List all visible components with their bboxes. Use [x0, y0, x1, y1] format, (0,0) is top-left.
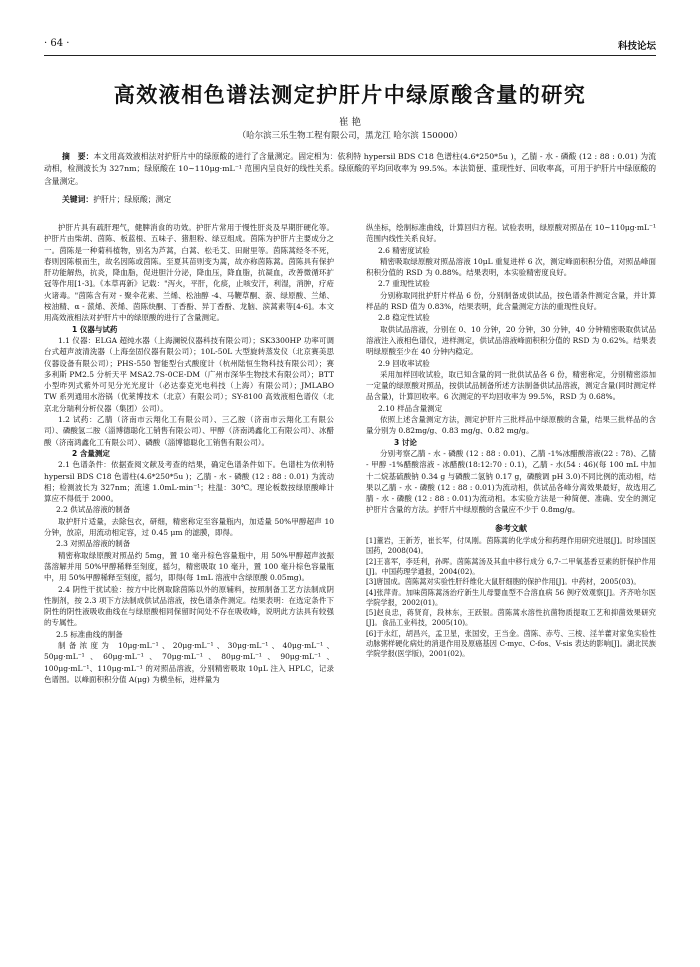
paragraph: 采用加样回收试验，取已知含量的同一批供试品各 6 份，精密称定，分别精密添加一定量的绿原酸对照品，按供试品制备所述方法制备供试品溶液，测定含量(同时测定样品含量)，计算回收率。6 次测定的平均回收率为 99.5%，RSD 为 0.68%。: [366, 369, 656, 402]
subsection-heading: 2.2 供试品溶液的制备: [56, 505, 131, 515]
paragraph: 依照上述含量测定方法，测定护肝片三批样品中绿原酸的含量，结果三批样品的含量分别为 0.82mg/g、0.83 mg/g、0.82 mg/g。: [366, 415, 656, 436]
section-heading: 3 讨论: [394, 437, 417, 447]
paragraph: 分别考察乙腈 - 水 - 磷酸 (12 : 88 : 0.01)、乙腈 -1%冰醋酸溶液(22 : 78)、乙腈 - 甲醇 -1%醋酸溶液 - 冰醋酸(18:12:70 : 0.1)，乙腈 - 水(54 : 46)(每 100 mL 中加十二烷基硫酸钠 0.34 g 与磷酸二氢钠 0.17 g，磷酸调 pH 3.0)不同比例的流动相，结果以乙腈 - 水 - 磷酸 (12 : 88 : 0.01)为流动相，供试品各峰分离效果最好，故选用乙腈 - 水 - 磷酸 (12 : 88 : 0.01)为流动相。本实验方法是一种简便、准确、安全的测定护肝片含量的方法。护肝片中绿原酸的含量应不少于 0.8mg/g。: [366, 448, 656, 515]
paragraph: 制备浓度为 10μg·mL⁻¹、20μg·mL⁻¹、30μg·mL⁻¹、40μg·mL⁻¹、50μg·mL⁻¹、60μg·mL⁻¹、70μg·mL⁻¹、80μg·mL⁻¹、90μg·mL⁻¹、100μg·mL⁻¹、110μg·mL⁻¹ 的对照品溶液，分别精密吸取 10μL 注入 HPLC，记录色谱图。以峰面积积分值 A(μg) 为横坐标，进样量为: [44, 640, 334, 684]
subsection-heading: 2.5 标准曲线的制备: [56, 629, 123, 639]
paragraph: 2.4 阴性干扰试验：按方中比例取除茵陈以外的原辅料，按照制备工艺方法制成阴性制剂，按 2.3 项下方法制成供试品溶液，按色谱条件测定。结果表明：在选定条件下阴性的阴性液吸收曲线在与绿原酸相同保留时间处不存在吸收峰，说明此方法具有较强的专属性。: [44, 584, 334, 628]
reference-item: [6]于永红，胡昌兴，孟卫星，张国安，王当金。茵陈、赤芍、三棱、淫羊藿对家兔实验性动脉粥样硬化病灶的消退作用及原癌基因 C-myc、C-fos、V-sis 表达的影响[J]。湖北民族学院学报(医学版)，2001(02)。: [366, 628, 656, 659]
keywords-label: 关键词：: [62, 195, 94, 204]
subsection-heading: 2.7 重现性试验: [378, 279, 430, 289]
article-title: 高效液相色谱法测定护肝片中绿原酸含量的研究: [113, 83, 587, 107]
intro-paragraph: 护肝片具有疏肝理气，健脾消食的功效。护肝片常用于慢性肝炎及早期肝硬化等。护肝片由柴胡、茵陈、板蓝根、五味子、猪胆粉、绿豆组成。茵陈为护肝片主要成分之一。茵陈是一种菊科植物，别名为芦蒿，白蒿、松毛艾、田耐里等。茵陈蒿经冬不死，春则因陈根而生，故名因陈或茵陈。至夏其苗则变为蒿，故亦称茵陈蒿。茵陈具有保护肝功能解热，抗炎，降血脂，促进胆汁分泌，降血压，降血脂，抗凝血，改善微循环扩冠等作用[1-3]。《本草再新》记载："泻火，平肝，化痰，止咳安汗，利湿，消肿，疗疮火诸毒。"茵陈含有对 - 聚伞花素、兰烯、松油醇 -4、马鞭草酮、萘、绿原酸、兰烯、桉油精、α - 蒎烯、茨烯、茵陈炔酮、丁香酚、异丁香酚、龙脑、滨蒿素等[4-6]。本文用高效液相法对护肝片中的绿原酸的进行了含量测定。: [44, 223, 334, 323]
abstract: [44, 151, 656, 188]
paragraph: 1.2 试药：乙腈（济南市云翔化工有限公司）、三乙胺（济南市云翔化工有限公司）、磷酸氢二胺（淄博德聪化工销售有限公司）、甲醇（济南鸿鑫化工有限公司）、冰醋酸（济南鸿鑫化工有限公司）、磷酸（淄博德聪化工销售有限公司）。: [44, 415, 334, 447]
paragraph: 纵坐标，绘制标准曲线，计算回归方程。试验表明，绿原酸对照品在 10~110μg·mL⁻¹ 范围内线性关系良好。: [366, 223, 656, 244]
paragraph: 精密称取绿原酸对照品约 5mg，置 10 毫升棕色容量瓶中，用 50%甲醇超声波振荡溶解并用 50%甲醇稀释至刻度，摇匀，精密吸取 10 毫升，置 100 毫升棕色容量瓶中，用 50%甲醇稀释至刻度，摇匀，即得(每 1mL 溶液中含绿原酸 0.05mg)。: [44, 550, 334, 583]
paragraph: 分别称取同批护肝片样品 6 份，分别制备成供试品，按色谱条件测定含量，并计算样品的 RSD 值为 0.83%，结果表明，此含量测定方法的重现性良好。: [366, 290, 656, 312]
reference-item: [2]王喜军，李廷利，孙晖。茵陈蒿汤及其血中移行成分 6,7-二甲氧基香豆素的肝保护作用[J]。中国药理学通报，2004(02)。: [366, 556, 656, 576]
reference-item: [5]赵良忠，蒋贤育，段林东，王跃银。茵陈蒿水溶性抗菌物质提取工艺和抑菌效果研究[J]。食品工业科技，2005(10)。: [366, 608, 656, 628]
paragraph: 2.1 色谱条件：依据查阅文献及考查的结果，确定色谱条件如下。色谱柱为依利特 hypersil BDS C18 色谱柱(4.6*250*5u )；乙腈 - 水 - 磷酸 (12 : 88 : 0.01) 为流动相；检测波长为 327nm；流速 1.0mL·min⁻¹；柱温：30℃。理论板数按绿原酸峰计算应不得低于 2000。: [44, 460, 334, 504]
keywords-text: 护肝片；绿原酸；测定: [93, 195, 172, 204]
author: 崔 艳: [338, 117, 362, 128]
running-header: [44, 38, 656, 52]
reference-item: [4]张萍青。加味茵陈蒿汤治疗新生儿母婴血型不合溶血病 56 例疗效观察[J]。齐齐哈尔医学院学报，2002(01)。: [366, 587, 656, 607]
subsection-heading: 2.9 回收率试验: [378, 358, 430, 368]
abstract-text: 本文用高效液相法对护肝片中的绿原酸的进行了含量测定。固定相为：依利特 hypersil BDS C18 色谱柱(4.6*250*5u )，乙腈 - 水 - 磷酸 (12 : 88 : 0.01) 为流动相，检测波长为 327nm；绿原酸在 10~110μg·mL⁻¹ 范围内呈良好的线性关系。绿原酸的平均回收率为 99.5%。本法简便、重现性好、回收率高，可用于护肝片中绿原酸的含量测定。: [44, 152, 656, 186]
subsection-heading: 2.10 样品含量测定: [378, 403, 443, 413]
references-heading: 参考文献: [495, 523, 527, 533]
subsection-heading: 2.8 稳定性试验: [378, 313, 430, 323]
affiliation: （哈尔滨三乐生物工程有限公司，黑龙江 哈尔滨 150000）: [237, 131, 463, 141]
paragraph: 取护肝片适量，去除包衣，研细，精密称定至容量瓶内，加适量 50%甲醇超声 10 分钟，放凉，用流动相定容，过 0.45 μm 的滤膜，即得。: [44, 516, 334, 538]
page-number: · 64 ·: [44, 38, 70, 49]
header-rule: [44, 55, 656, 56]
section-heading: 2 含量测定: [72, 448, 110, 458]
reference-item: [3]唐国成。茵陈蒿对实验性肝纤维化大鼠肝细胞的保护作用[J]。中药材，2005(03)。: [366, 577, 641, 587]
left-column: [44, 222, 334, 685]
reference-item: [1]董岩，王新芳，崔长军，付凤刚。茵陈蒿的化学成分和药理作用研究进展[J]。时珍国医国药，2008(04)。: [366, 536, 656, 556]
subsection-heading: 2.3 对照品溶液的制备: [56, 539, 131, 549]
right-column: [366, 222, 656, 660]
section-heading: 1 仪器与试药: [72, 324, 118, 334]
paragraph: 取供试品溶液，分别在 0、10 分钟，20 分钟，30 分钟，40 分钟精密吸取供试品溶液注入液相色谱仪，进样测定，供试品溶液峰面积积分值的 RSD 为 0.62%。结果表明绿原酸至少在 40 分钟内稳定。: [366, 324, 656, 357]
keywords: [62, 194, 652, 205]
paragraph: 1.1 仪器：ELGA 超纯水器（上海澜锐仪器科技有限公司）；SK3300HP 功率可调台式超声波清洗器（上海垒固仪器有限公司）；10L-50L 大型旋转蒸发仪（北京赛美思仪器设备有限公司）；PHS-550 智能型台式酸度计（杭州陆恒生物科技有限公司）；赛多利斯 PM2.5 分析天平 MSA2.7S-0CE-DM（广州市深华生物技术有限公司）；BTT 小型昨列式紫外可见分光光度计（必达泰克光电科技（上海）有限公司）；JMLABO TW 系列通用水浴锅（优莱博技术（北京）有限公司）；SY-8100 高效液相色谱仪（北京北分瑞利分析仪器（集团）公司）。: [44, 335, 334, 413]
abstract-label: 摘 要：: [62, 152, 94, 161]
paragraph: 精密吸取绿原酸对照品溶液 10μL 重复进样 6 次，测定峰面积积分值，对照品峰面积积分值的 RSD 为 0.88%。结果表明，本实验精密度良好。: [366, 256, 656, 278]
journal-name: 科技论坛: [617, 41, 656, 52]
subsection-heading: 2.6 精密度试验: [378, 245, 430, 255]
